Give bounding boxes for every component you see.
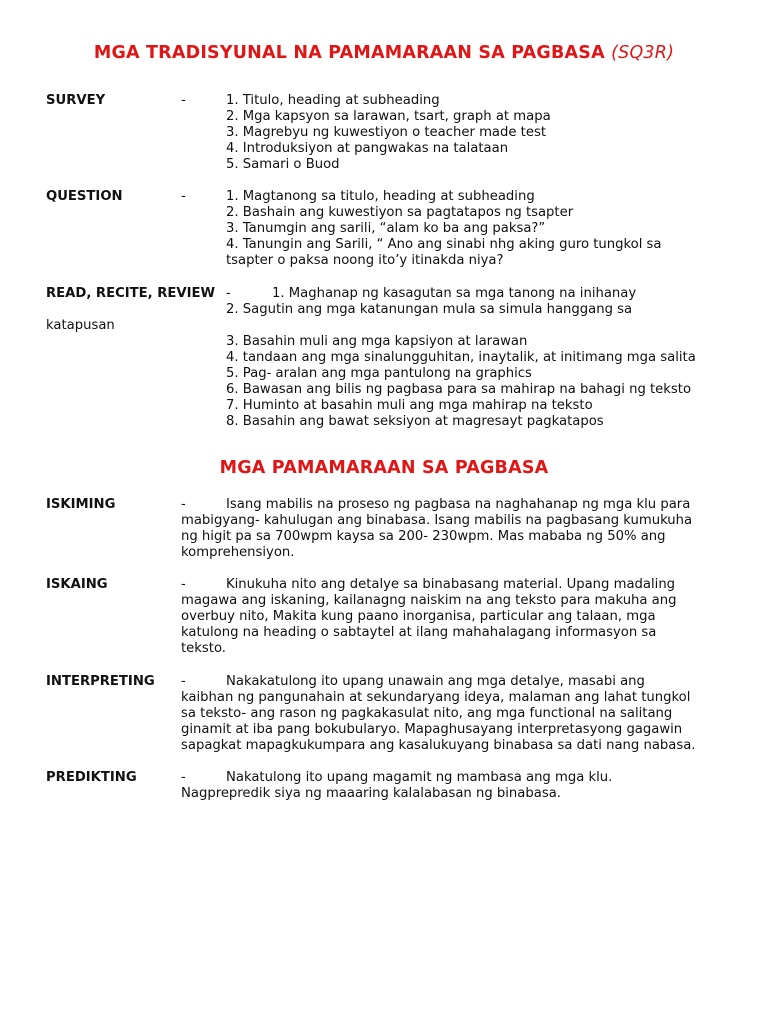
- iskiming-term: ISKIMING: [46, 497, 116, 512]
- list-item: katapusan: [46, 318, 115, 333]
- paragraph-line: sapagkat mapagkukumpara ang kasalukuyang binabasa sa dati nang nabasa.: [181, 738, 696, 753]
- predikting-term: PREDIKTING: [46, 770, 137, 785]
- list-item: 3. Basahin muli ang mga kapsiyon at larawan: [226, 334, 528, 349]
- paragraph-line: mabigyang- kahulugan ang binabasa. Isang mabilis na pagbasang kumukuha: [181, 513, 693, 528]
- iskaing-dash: -: [181, 577, 186, 592]
- list-item: tsapter o paksa noong ito’y itinakda niya?: [226, 253, 504, 268]
- list-item: 6. Bawasan ang bilis ng pagbasa para sa mahirap na bahagi ng teksto: [226, 382, 692, 397]
- list-item: 3. Magrebyu ng kuwestiyon o teacher made test: [226, 125, 547, 140]
- list-item: 1. Maghanap ng kasagutan sa mga tanong na inihanay: [272, 286, 637, 301]
- list-item: 7. Huminto at basahin muli ang mga mahirap na teksto: [226, 398, 593, 413]
- list-item: 1. Magtanong sa titulo, heading at subheading: [226, 189, 535, 204]
- survey-dash: -: [181, 93, 186, 108]
- title-abbreviation: (SQ3R): [611, 43, 675, 63]
- paragraph-line: Kinukuha nito ang detalye sa binabasang material. Upang madaling: [226, 577, 676, 592]
- paragraph-line: ginamit at iba pang bokubularyo. Mapaghusayang interpretasyong gagawin: [181, 722, 683, 737]
- paragraph-line: magawa ang iskaning, kailanagng naiskim na ang teksto para makuha ang: [181, 593, 677, 608]
- page-title: [0, 43, 768, 63]
- paragraph-line: sa teksto- ang rason ng pagkakasulat nito, ang mga functional na salitang: [181, 706, 673, 721]
- list-item: 3. Tanumgin ang sarili, “alam ko ba ang paksa?”: [226, 221, 546, 236]
- paragraph-line: ng higit pa sa 700wpm kaysa sa 200- 230wpm. Mas mababa ng 50% ang: [181, 529, 666, 544]
- predikting-dash: -: [181, 770, 186, 785]
- title-main: MGA TRADISYUNAL NA PAMAMARAAN SA PAGBASA: [93, 43, 605, 63]
- section-title: MGA PAMAMARAAN SA PAGBASA: [219, 458, 549, 478]
- list-item: 8. Basahin ang bawat seksiyon at magresayt pagkatapos: [226, 414, 604, 429]
- question-dash: -: [181, 189, 186, 204]
- list-item: 5. Samari o Buod: [226, 157, 340, 172]
- paragraph-line: teksto.: [181, 641, 226, 656]
- paragraph-line: Nagprepredik siya ng maaaring kalalabasan ng binabasa.: [181, 786, 561, 801]
- paragraph-line: Nakakatulong ito upang unawain ang mga detalye, masabi ang: [226, 674, 645, 689]
- interpreting-dash: -: [181, 674, 186, 689]
- paragraph-line: komprehensiyon.: [181, 545, 295, 560]
- interpreting-term: INTERPRETING: [46, 674, 155, 689]
- rrr-term: READ, RECITE, REVIEW: [46, 286, 216, 301]
- survey-term: SURVEY: [46, 93, 106, 108]
- paragraph-line: overbuy nito, Makita kung paano inorganisa, particular ang talaan, mga: [181, 609, 656, 624]
- list-item: 4. Introduksiyon at pangwakas na talataan: [226, 141, 509, 156]
- paragraph-line: Isang mabilis na proseso ng pagbasa na naghahanap ng mga klu para: [226, 497, 691, 512]
- iskaing-term: ISKAING: [46, 577, 108, 592]
- paragraph-line: kaibhan ng pangunahain at sekundaryang ideya, malaman ang lahat tungkol: [181, 690, 691, 705]
- iskiming-dash: -: [181, 497, 186, 512]
- list-item: 2. Bashain ang kuwestiyon sa pagtatapos ng tsapter: [226, 205, 574, 220]
- list-item: 5. Pag- aralan ang mga pantulong na graphics: [226, 366, 532, 381]
- list-item: 2. Mga kapsyon sa larawan, tsart, graph at mapa: [226, 109, 551, 124]
- question-term: QUESTION: [46, 189, 123, 204]
- list-item: 4. tandaan ang mga sinalungguhitan, inaytalik, at initimang mga salita: [226, 350, 696, 365]
- paragraph-line: katulong na heading o sabtaytel at ilang mahahalagang informasyon sa: [181, 625, 657, 640]
- list-item: 1. Titulo, heading at subheading: [226, 93, 440, 108]
- rrr-dash: -: [226, 286, 231, 301]
- paragraph-line: Nakatulong ito upang magamit ng mambasa ang mga klu.: [226, 770, 613, 785]
- list-item: 4. Tanungin ang Sarili, “ Ano ang sinabi nhg aking guro tungkol sa: [226, 237, 662, 252]
- list-item: 2. Sagutin ang mga katanungan mula sa simula hanggang sa: [226, 302, 633, 317]
